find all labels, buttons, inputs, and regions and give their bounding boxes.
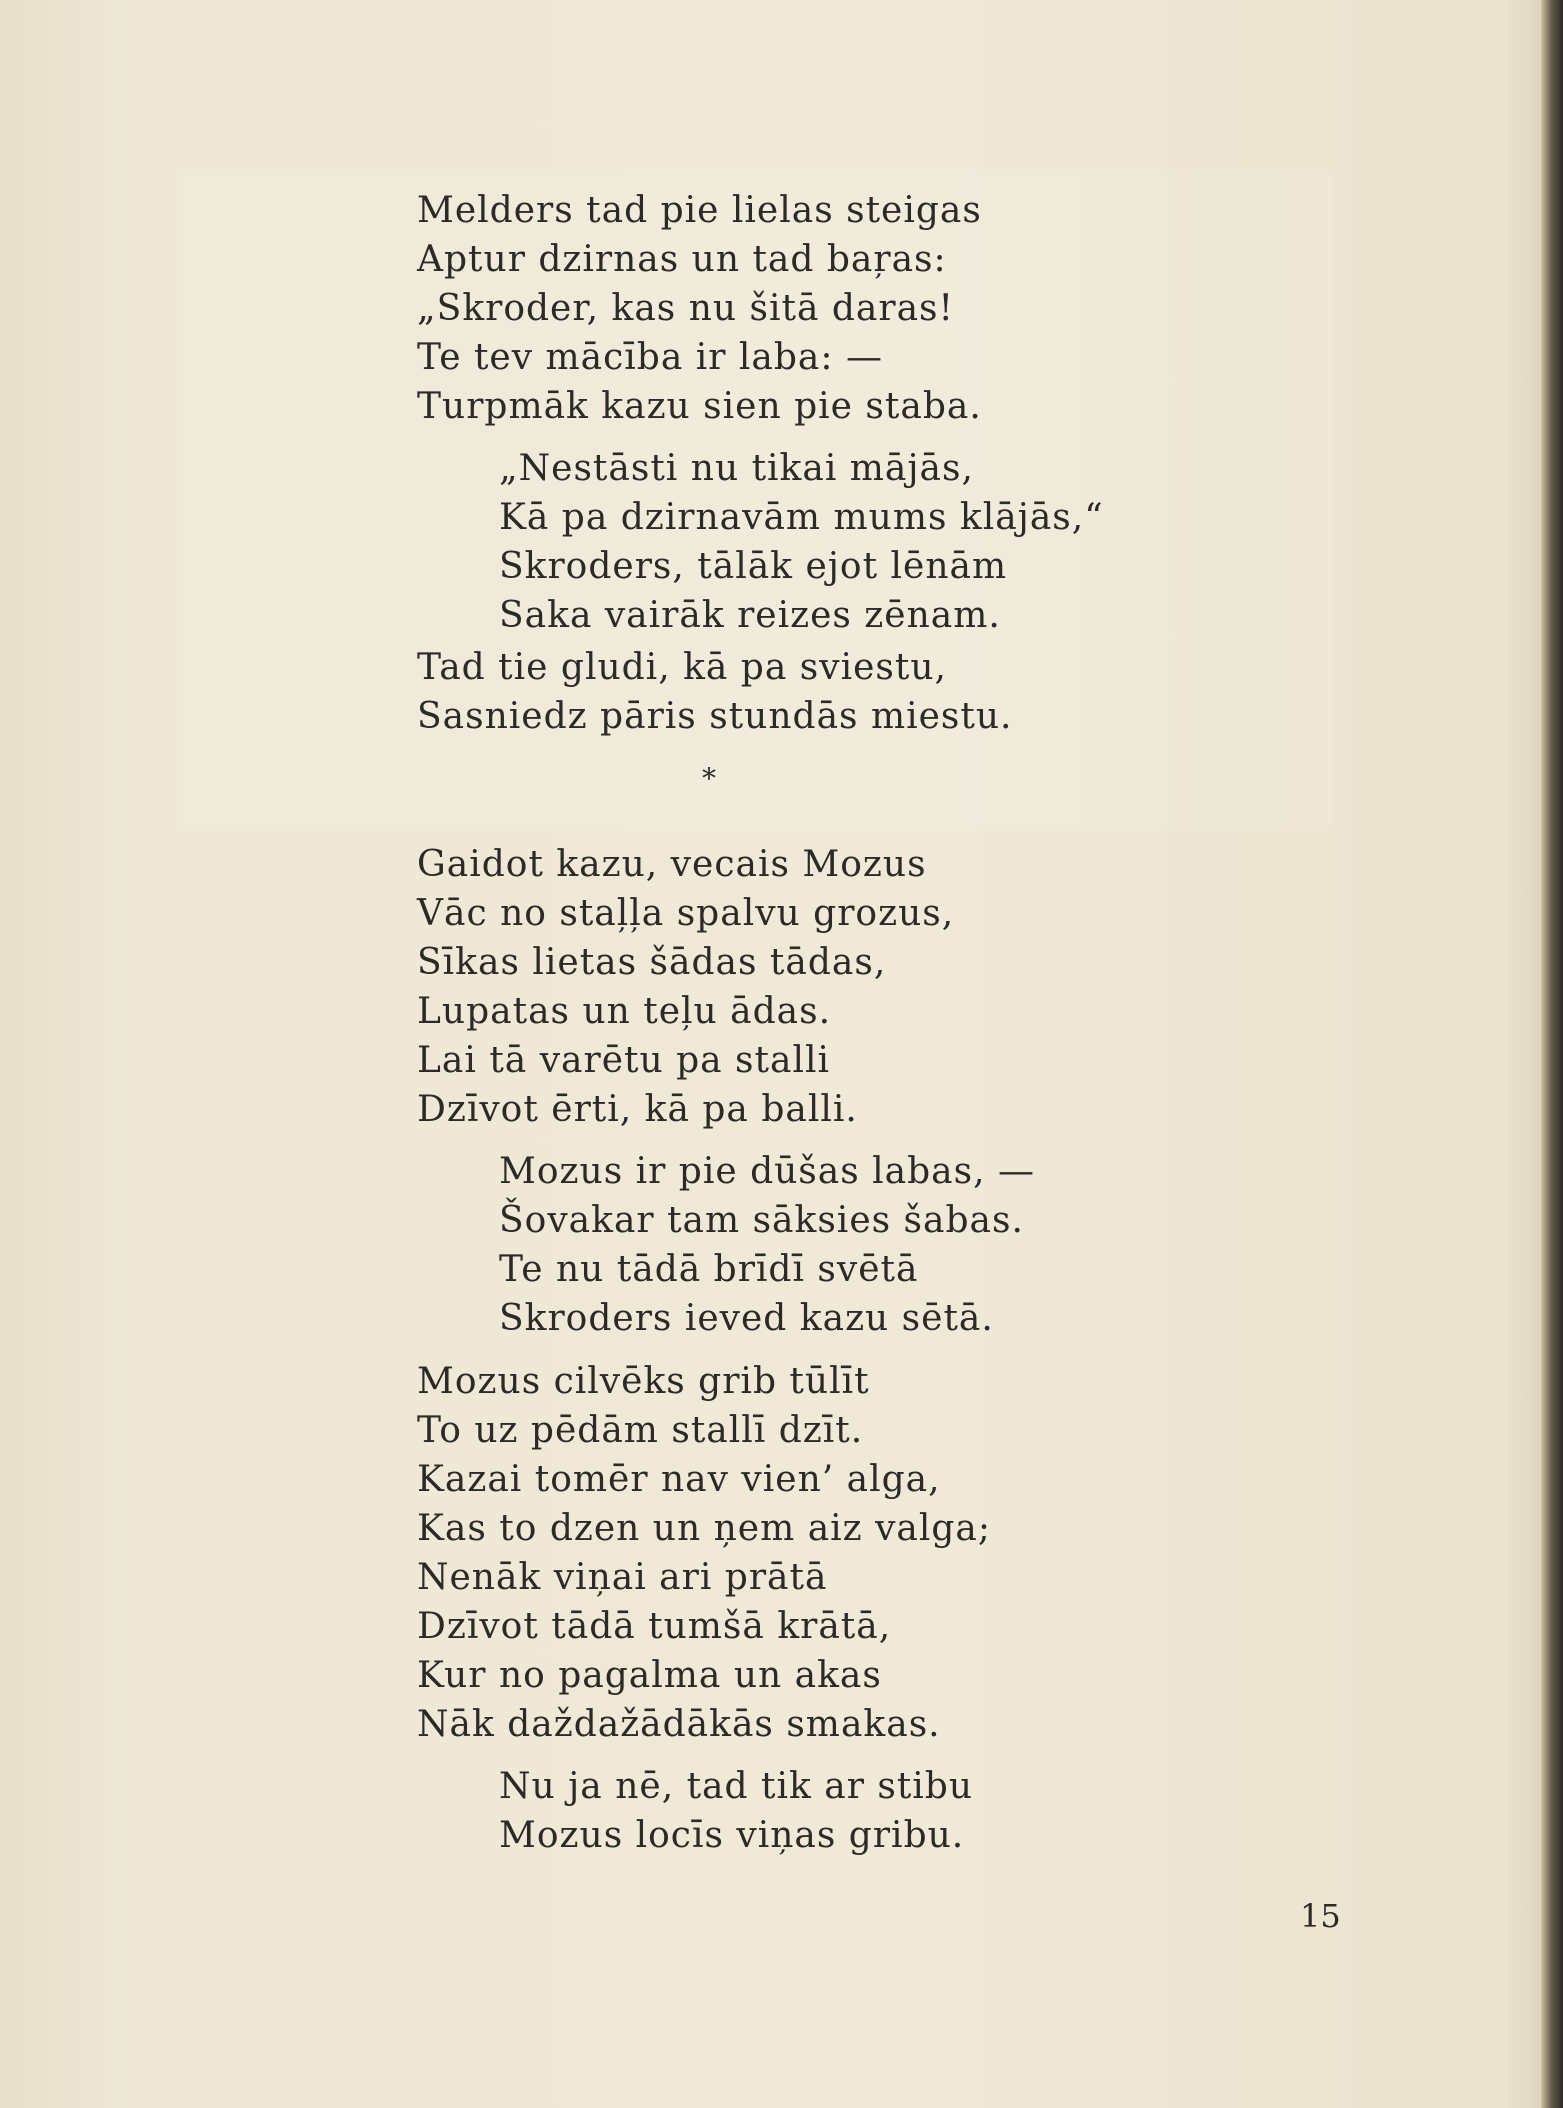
verse-line: Skroders ieved kazu sētā. xyxy=(499,1298,994,1339)
section-separator: * xyxy=(702,762,716,795)
stanza-1 xyxy=(417,186,982,431)
verse-line: Dzīvot ērti, kā pa balli. xyxy=(417,1089,858,1130)
verse-line: Nāk daždažādākās smakas. xyxy=(417,1704,941,1745)
verse-line: Te nu tādā brīdī svētā xyxy=(499,1249,919,1290)
verse-line: Kas to dzen un ņem aiz valga; xyxy=(417,1508,992,1549)
verse-line: Kazai tomēr nav vien’ alga, xyxy=(417,1459,941,1500)
verse-line: „Skroder, kas nu šitā daras! xyxy=(417,288,954,329)
verse-line: Kur no pagalma un akas xyxy=(417,1655,882,1696)
verse-line: Sīkas lietas šādas tādas, xyxy=(417,942,887,983)
stanza-5 xyxy=(499,1147,1035,1343)
verse-line: Lai tā varētu pa stalli xyxy=(417,1040,831,1081)
page-number: 15 xyxy=(1300,1897,1341,1935)
verse-line: „Nestāsti nu tikai mājās, xyxy=(499,448,974,489)
verse-line: Kā pa dzirnavām mums klājās,“ xyxy=(499,497,1104,538)
stanza-6 xyxy=(417,1357,991,1749)
verse-line: Vāc no staļļa spalvu grozus, xyxy=(417,893,955,934)
stanza-3 xyxy=(417,643,1012,741)
verse-line: Skroders, tālāk ejot lēnām xyxy=(499,546,1008,587)
verse-line: Mozus ir pie dūšas labas, — xyxy=(499,1151,1036,1192)
verse-line: Šovakar tam sāksies šabas. xyxy=(499,1200,1024,1241)
verse-line: Mozus cilvēks grib tūlīt xyxy=(417,1361,870,1402)
verse-line: Saka vairāk reizes zēnam. xyxy=(499,595,1001,636)
verse-line: Mozus locīs viņas gribu. xyxy=(499,1815,965,1856)
stanza-4 xyxy=(417,840,954,1134)
verse-line: Lupatas un teļu ādas. xyxy=(417,991,832,1032)
verse-line: Dzīvot tādā tumšā krātā, xyxy=(417,1606,892,1647)
verse-line: Turpmāk kazu sien pie staba. xyxy=(417,386,982,427)
verse-line: Nu ja nē, tad tik ar stibu xyxy=(499,1766,974,1807)
verse-line: Nenāk viņai ari prātā xyxy=(417,1557,828,1598)
stanza-2 xyxy=(499,444,1104,640)
verse-line: Sasniedz pāris stundās miestu. xyxy=(417,696,1013,737)
verse-line: To uz pēdām stallī dzīt. xyxy=(417,1410,864,1451)
verse-line: Aptur dzirnas un tad baŗas: xyxy=(417,239,947,280)
book-spine-edge xyxy=(1541,0,1563,2108)
stanza-7 xyxy=(499,1762,973,1860)
verse-line: Tad tie gludi, kā pa sviestu, xyxy=(417,647,947,688)
verse-line: Te tev mācība ir laba: — xyxy=(417,337,883,378)
verse-line: Gaidot kazu, vecais Mozus xyxy=(417,844,927,885)
verse-line: Melders tad pie lielas steigas xyxy=(417,190,982,231)
